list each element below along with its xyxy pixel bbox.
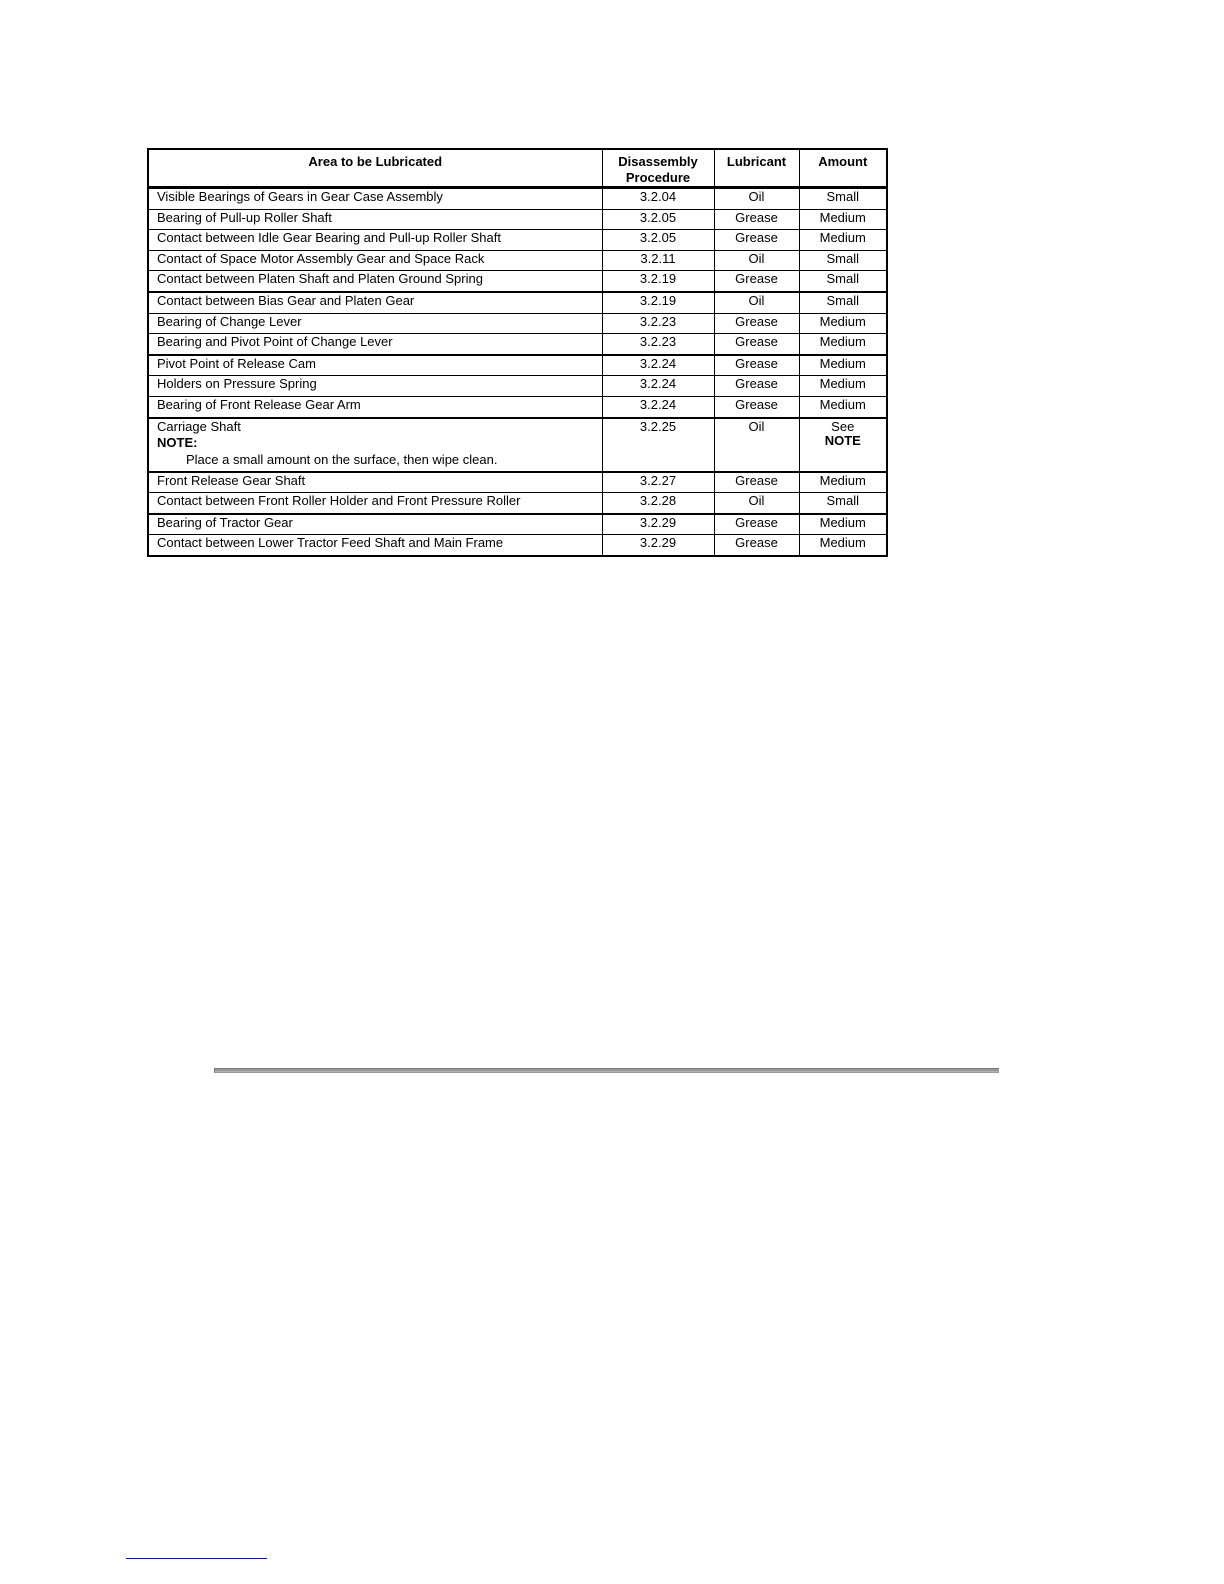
row-amount: Medium [799,209,887,230]
header-procedure-line1: Disassembly [618,154,698,169]
row-procedure: 3.2.27 [602,472,714,493]
table-row [148,292,887,313]
table-row [148,334,887,355]
row-lubricant: Grease [714,472,799,493]
row-area-note [148,418,602,472]
amount-note-ref: NOTE [824,433,861,449]
header-procedure-line2: Procedure [625,169,691,185]
note-text: Place a small amount on the surface, then wipe clean. [186,452,498,468]
table-row [148,230,887,251]
row-amount [799,418,887,472]
table-header-row [148,149,887,188]
row-amount: Small [799,271,887,292]
row-area: Bearing of Change Lever [148,313,602,334]
table-row [148,396,887,417]
row-amount: Medium [799,334,887,355]
row-amount: Medium [799,514,887,535]
table-row [148,535,887,556]
row-lubricant: Grease [714,514,799,535]
row-lubricant: Grease [714,209,799,230]
row-area: Bearing of Front Release Gear Arm [148,396,602,417]
table-row [148,355,887,376]
note-row-area: Carriage Shaft [157,418,241,434]
row-lubricant: Grease [714,271,799,292]
row-area: Front Release Gear Shaft [148,472,602,493]
row-area: Bearing and Pivot Point of Change Lever [148,334,602,355]
row-area: Contact between Lower Tractor Feed Shaft and Main Frame [148,535,602,556]
row-lubricant: Grease [714,334,799,355]
table-row [148,250,887,271]
lubrication-table [147,148,888,557]
horizontal-rule [214,1068,999,1073]
row-area: Contact between Front Roller Holder and Front Pressure Roller [148,493,602,514]
table-row [148,271,887,292]
row-procedure: 3.2.19 [602,292,714,313]
row-area: Bearing of Tractor Gear [148,514,602,535]
row-procedure: 3.2.29 [602,514,714,535]
row-procedure: 3.2.29 [602,535,714,556]
row-procedure: 3.2.24 [602,396,714,417]
row-procedure: 3.2.24 [602,376,714,397]
row-area: Contact of Space Motor Assembly Gear and Space Rack [148,250,602,271]
row-lubricant: Grease [714,396,799,417]
row-lubricant: Oil [714,188,799,210]
row-procedure: 3.2.23 [602,313,714,334]
row-area: Pivot Point of Release Cam [148,355,602,376]
row-area: Holders on Pressure Spring [148,376,602,397]
row-amount: Medium [799,472,887,493]
table-row [148,376,887,397]
row-area: Visible Bearings of Gears in Gear Case Assembly [148,188,602,210]
row-lubricant: Oil [714,292,799,313]
row-amount: Medium [799,376,887,397]
row-amount: Medium [799,313,887,334]
row-procedure: 3.2.23 [602,334,714,355]
header-procedure [602,149,714,188]
header-area: Area to be Lubricated [148,149,602,188]
table-row [148,493,887,514]
row-procedure: 3.2.24 [602,355,714,376]
table-row [148,472,887,493]
table-row [148,188,887,210]
row-lubricant: Oil [714,418,799,472]
header-amount: Amount [799,149,887,188]
row-amount: Small [799,188,887,210]
row-lubricant: Grease [714,355,799,376]
table-row [148,313,887,334]
row-procedure: 3.2.25 [602,418,714,472]
row-lubricant: Grease [714,535,799,556]
row-amount: Small [799,292,887,313]
table-row [148,209,887,230]
row-area: Bearing of Pull-up Roller Shaft [148,209,602,230]
row-lubricant: Oil [714,250,799,271]
row-procedure: 3.2.28 [602,493,714,514]
row-lubricant: Grease [714,230,799,251]
row-procedure: 3.2.19 [602,271,714,292]
row-area: Contact between Idle Gear Bearing and Pull-up Roller Shaft [148,230,602,251]
row-area: Contact between Bias Gear and Platen Gear [148,292,602,313]
row-lubricant: Grease [714,376,799,397]
note-label: NOTE: [157,435,198,451]
header-lubricant: Lubricant [714,149,799,188]
row-lubricant: Oil [714,493,799,514]
table-row-note [148,418,887,472]
row-procedure: 3.2.11 [602,250,714,271]
row-amount: Small [799,493,887,514]
table-row [148,514,887,535]
row-lubricant: Grease [714,313,799,334]
row-procedure: 3.2.05 [602,209,714,230]
row-amount: Medium [799,535,887,556]
row-procedure: 3.2.05 [602,230,714,251]
row-area: Contact between Platen Shaft and Platen Ground Spring [148,271,602,292]
row-amount: Small [799,250,887,271]
row-amount: Medium [799,355,887,376]
row-procedure: 3.2.04 [602,188,714,210]
footnote-separator [126,1558,267,1559]
amount-see: See [831,418,855,434]
row-amount: Medium [799,230,887,251]
row-amount: Medium [799,396,887,417]
